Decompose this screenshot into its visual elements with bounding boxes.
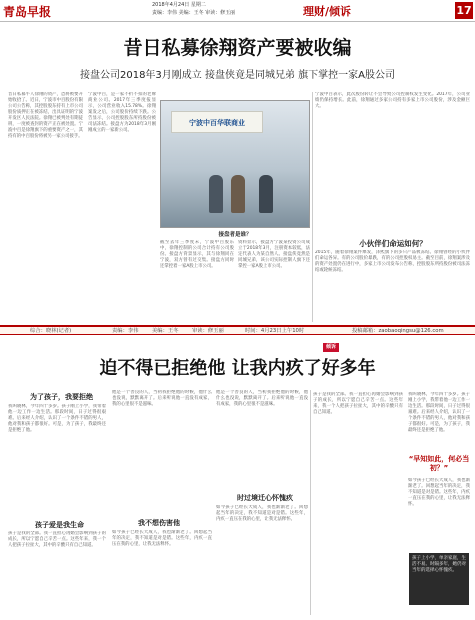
subhead-1: 为了孩子，我要拒绝 bbox=[30, 393, 93, 401]
bar-proof: 审读：修玉丽 bbox=[192, 328, 224, 334]
bar-design: 美编：王冬 bbox=[152, 328, 179, 334]
article-column-4: 资料显示，接盘方宁波某投资公司成立于2018年3月，注册资本较低，法定代表人为某自然人。接盘侠竟然是同城兄弟，该公司实际控制人旗下还掌控一家A股上市公司。 bbox=[238, 240, 310, 269]
issue-date: 2018年4月24日 星期二 bbox=[152, 2, 206, 8]
person-figure bbox=[259, 175, 273, 213]
story2-column-6: 如今孩子已经长大成人，我也渐渐老了。回想起当年的决定，我不知道是对是错。这些年，内疚一直压在我的心里，让我无法释怀。 bbox=[216, 505, 308, 522]
newspaper-logo: 青岛早报 bbox=[3, 5, 52, 19]
bar-news: 综合：晓林(记者) bbox=[30, 328, 72, 334]
article-column-2: 宁波中百，是一家不折不扣的老牌商业公司。2017年三季度报显示，公司营业收入15.78%。徐翔案发之后，公司股价持续下跌。公告显示，公司控股股东所持股份被司法冻结。接盘方为2018年3月刚刚成立的一家新公司。 bbox=[88, 92, 156, 133]
store-signboard: 宁波中百华联商业 bbox=[171, 111, 263, 133]
bar-email: 投稿邮箱：zaobaoqingsu@126.com bbox=[352, 328, 444, 334]
story2-column-2: 孩子是我的全部。我一直担心再婚会影响到孩子的成长，所以宁愿自己辛苦一点。这些年来，我一个人把孩子拉扯大，其中的辛酸只有自己知道。 bbox=[8, 531, 106, 548]
person-figure bbox=[231, 175, 245, 213]
column-divider bbox=[312, 92, 313, 322]
story2-column-3: 他是一个善良的人，当初我拒绝他的时候，他什么也没说，默默离开了。后来听说他一直没有成家，我的心里很不是滋味。 bbox=[112, 390, 212, 407]
story2-column-1: 我叫晓林，今年四十多岁。孩子刚上小学，我带着他一边工作一边生活。那段时间，日子过得很艰难。后来经人介绍，认识了一个条件不错的男人，他对我和孩子都很好。可是，为了孩子，我最终还是拒绝了他。 bbox=[8, 404, 106, 433]
person-figure bbox=[209, 175, 223, 213]
photo-caption: 接盘者是谁？ bbox=[218, 232, 252, 238]
headline-second: 迫不得已拒绝他 让我内疚了好多年 bbox=[99, 358, 376, 379]
info-bar bbox=[0, 325, 475, 335]
subhead-3: 我不想伤害他 bbox=[138, 519, 180, 527]
section-title: 理财/倾诉 bbox=[303, 5, 352, 18]
page-number: 17 bbox=[456, 4, 472, 17]
headline-main: 昔日私募徐翔资产要被收编 bbox=[123, 37, 352, 59]
box-heading: 小伙伴们命运如何？ bbox=[359, 239, 427, 248]
subhead-2: 孩子爱是我生命 bbox=[35, 521, 84, 529]
article-column-1: 昔日私募牛人徐翔的资产，恐将被要开始收拾了。近日，宁波市中百股份有限公司公告称，其控股股东持有上市公司股份质押正在被冻结，出具证明的宁波开发区人民法院。徐翔已被判处有期徒刑，一度被查封的资产正在被处置。宁波中百是徐翔旗下的重要资产之一，其持有的中百股份将被另一家公司接手。 bbox=[8, 92, 83, 139]
article-column-6: 2015年，随着徐翔案件爆发，泽熙旗下的多只产品被冻结。徐翔曾经的小伙伴们命运各异。有的公司股价暴跌，有的公司控股权易主。截至目前，徐翔案涉及的资产处置仍在进行中，多家上市公司发布公告称，控股股东所持股份被司法冻结或轮候冻结。 bbox=[315, 250, 470, 273]
story2-column-9: 如今孩子已经长大成人，我也渐渐老了。回想起当年的决定，我不知道是对是错。这些年，内疚一直压在我的心里，让我无法释怀。 bbox=[408, 478, 470, 507]
subhead-4: 时过境迁心怀愧疚 bbox=[237, 494, 293, 502]
story2-column-5: 他是一个善良的人，当初我拒绝他的时候，他什么也没说，默默离开了。后来听说他一直没有成家，我的心里很不是滋味。 bbox=[216, 390, 308, 407]
column-tag: 倾诉 bbox=[323, 343, 339, 352]
article-column-5: 宁波中百表示，此次股份转让不会导致公司控制权发生变化。2017年，公司业绩仍保持增长。此前，徐翔通过多家公司持有多家上市公司股份，涉及金额巨大。 bbox=[315, 92, 470, 109]
page-header bbox=[0, 0, 475, 22]
editor-credits: 责编：李伟 美编：王冬 审读：修玉丽 bbox=[152, 10, 236, 16]
story2-column-8: 我叫晓林，今年四十多岁。孩子刚上小学，我带着他一边工作一边生活。那段时间，日子过得很艰难。后来经人介绍，认识了一个条件不错的男人，他对我和孩子都很好。可是，为了孩子，我最终还是拒绝了他。 bbox=[408, 392, 470, 433]
bar-time: 时间：4月23日上午10时 bbox=[245, 328, 305, 334]
news-photo bbox=[160, 100, 310, 228]
bar-editor: 责编：李伟 bbox=[112, 328, 139, 334]
summary-box: 孩子上小学，单亲家庭，生活不易。时隔多年，她仍对当年的选择心怀愧疚。 bbox=[409, 553, 469, 605]
pull-quote: “早知如此，何必当初？” bbox=[408, 455, 470, 472]
subheadline-main: 接盘公司2018年3月刚成立 接盘侠竟是同城兄弟 旗下掌控一家A股公司 bbox=[79, 70, 395, 81]
story2-column-4: 如今孩子已经长大成人，我也渐渐老了。回想起当年的决定，我不知道是对是错。这些年，内疚一直压在我的心里，让我无法释怀。 bbox=[112, 530, 212, 547]
column-divider bbox=[310, 390, 311, 615]
story2-column-7: 孩子是我的全部。我一直担心再婚会影响到孩子的成长，所以宁愿自己辛苦一点。这些年来，我一个人把孩子拉扯大，其中的辛酸只有自己知道。 bbox=[313, 392, 403, 415]
article-column-3: 截至去年三季度末，宁波中百股东中，徐翔控制的公司合计持有公司股份。接盘方背景显示，其与徐翔同在宁波，双方曾有过交集。接盘方同时还掌控着一家A股上市公司。 bbox=[160, 240, 234, 269]
